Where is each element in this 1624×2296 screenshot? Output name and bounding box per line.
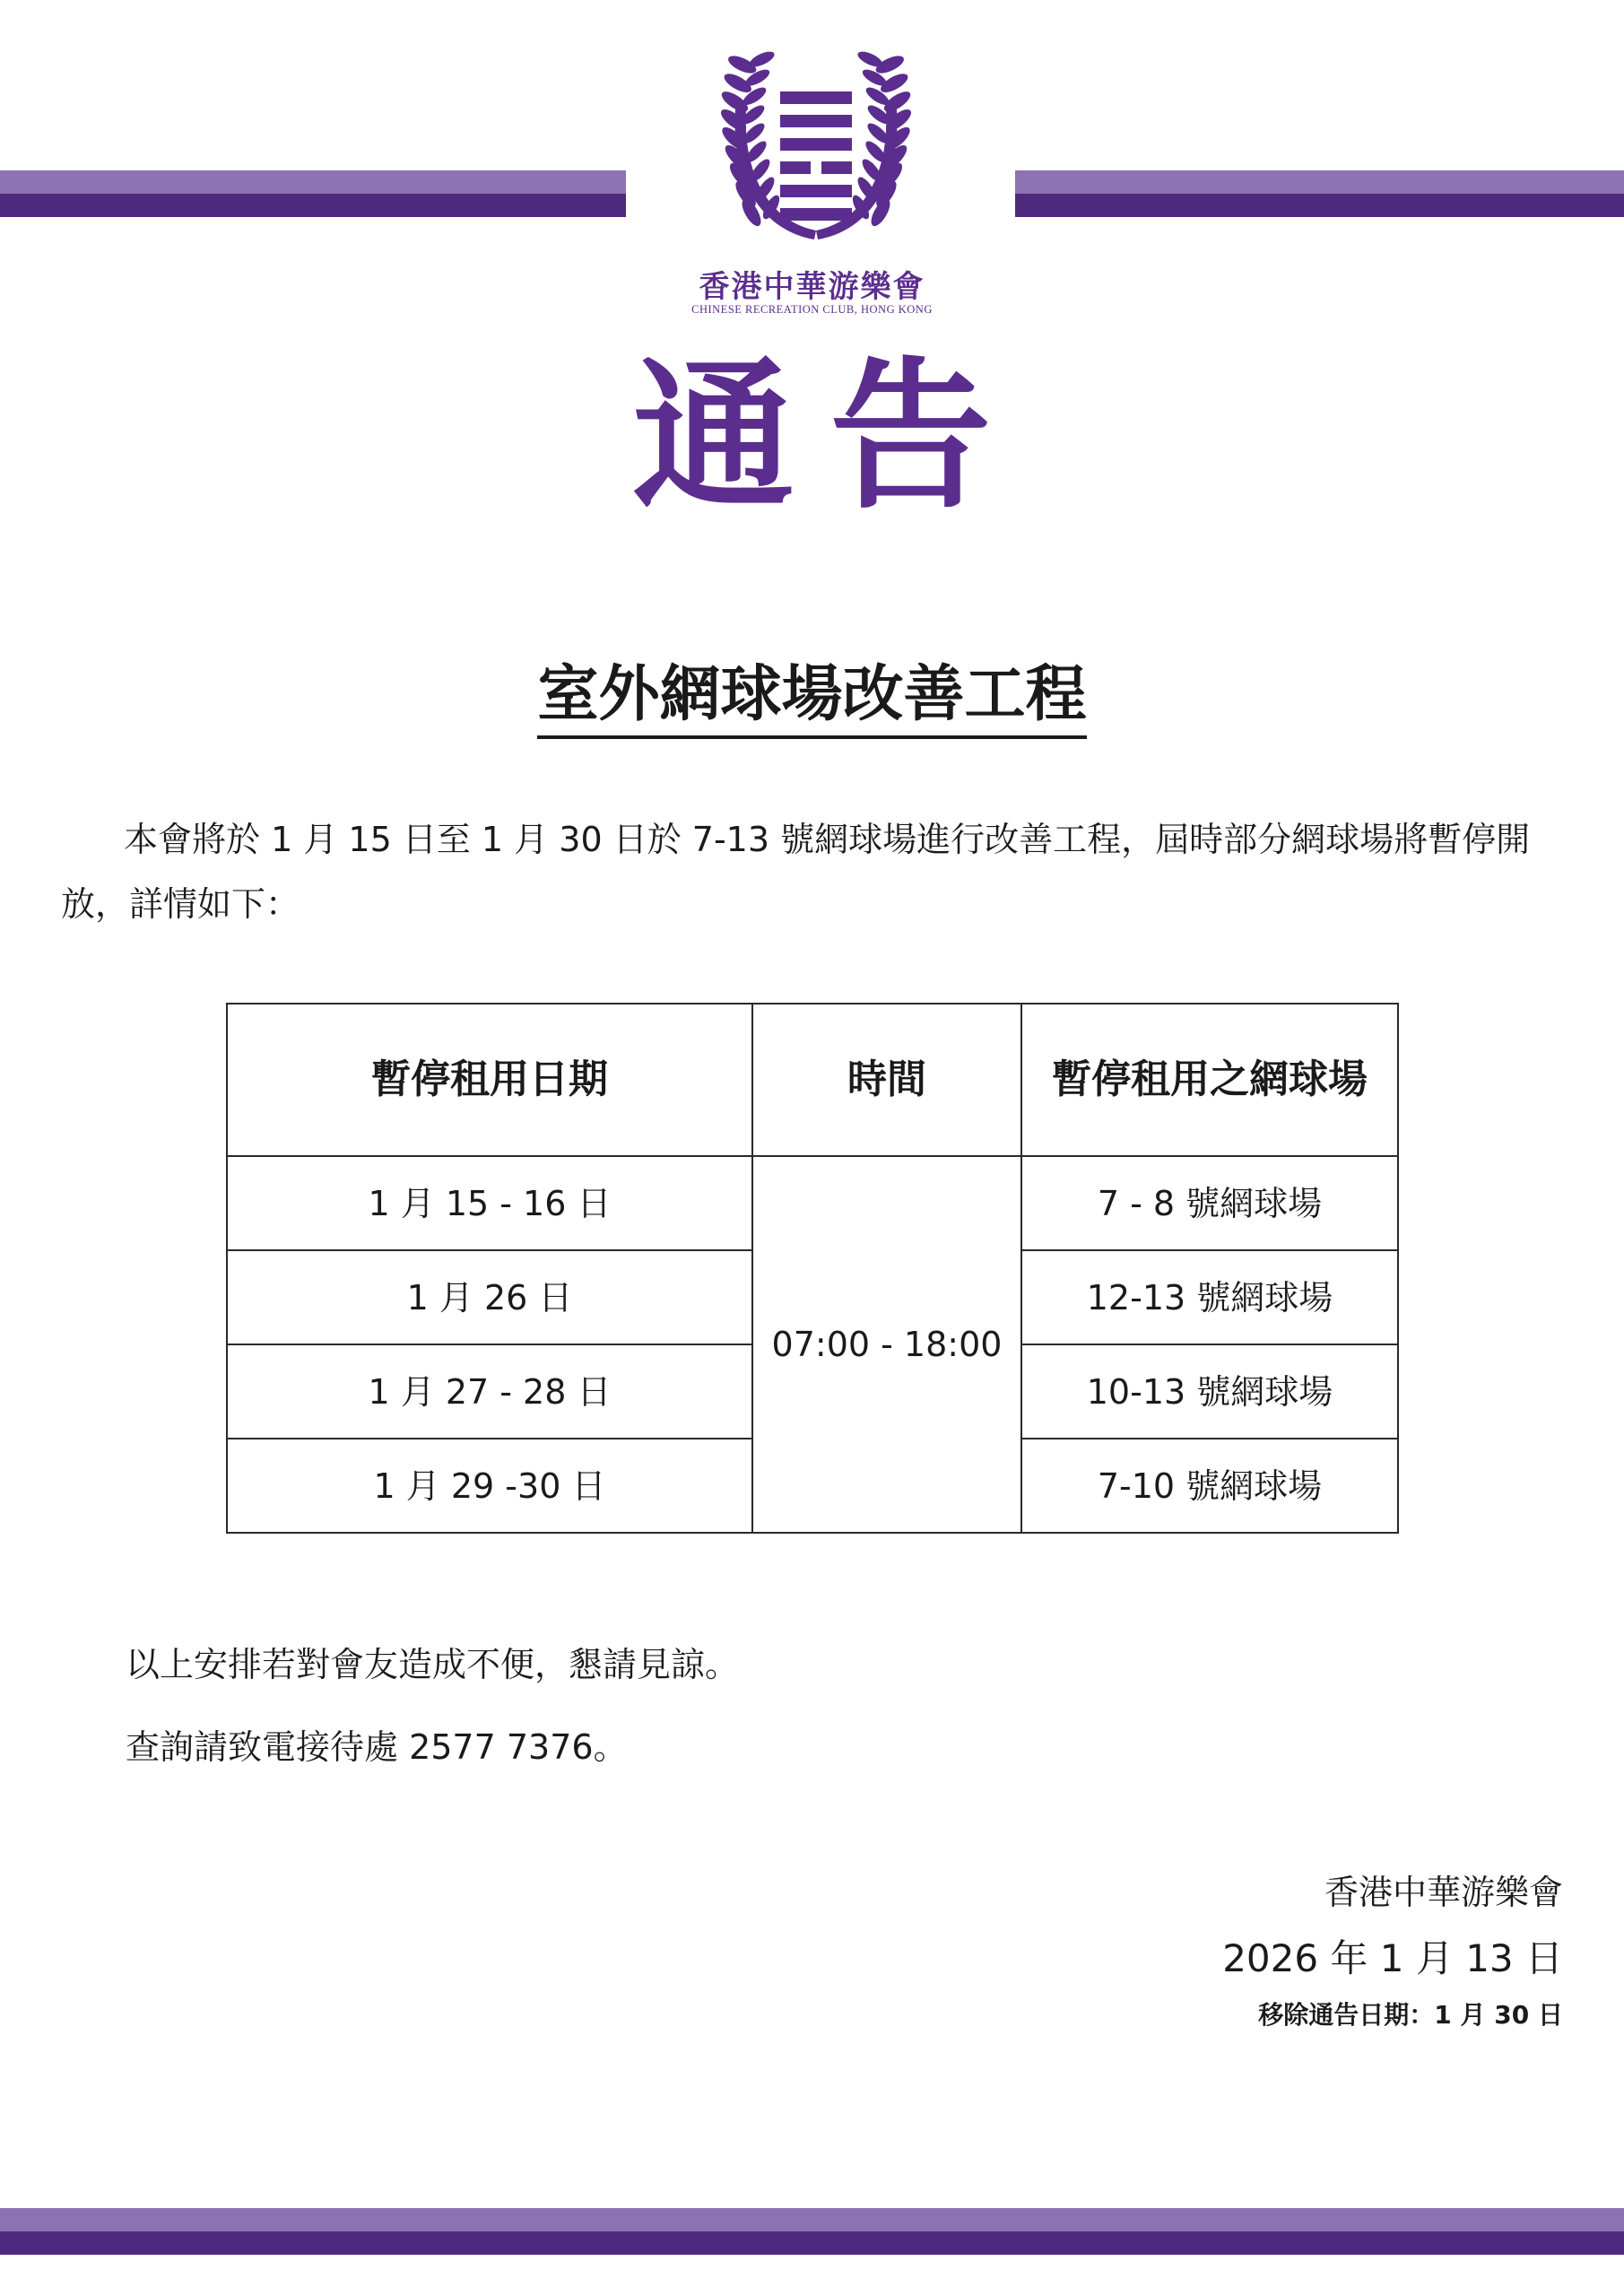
row-date: 1 月 15 - 16 日: [227, 1156, 752, 1250]
notice-heading-text: 室外網球場改善工程: [537, 659, 1086, 739]
row-courts: 12-13 號網球場: [1021, 1250, 1398, 1344]
row-courts: 7 - 8 號網球場: [1021, 1156, 1398, 1250]
intro-paragraph: [61, 807, 1559, 936]
signature-date: 2026 年 1 月 13 日: [1222, 1936, 1563, 1980]
club-name-zh: 香港中華游樂會: [699, 269, 925, 305]
removal-date: 移除通告日期：1 月 30 日: [1258, 2000, 1563, 2030]
header-date: 暫停租用日期: [227, 1004, 752, 1156]
signature-org: 香港中華游樂會: [1324, 1873, 1563, 1912]
notice-heading: [0, 655, 1624, 735]
bottom-band: [0, 2208, 1624, 2255]
row-date: 1 月 27 - 28 日: [227, 1344, 752, 1439]
schedule-table: [226, 1003, 1399, 1534]
header-courts: 暫停租用之網球場: [1021, 1004, 1398, 1156]
closing-enquiry: 查詢請致電接待處 2577 7376。: [126, 1727, 628, 1767]
row-courts: 10-13 號網球場: [1021, 1344, 1398, 1439]
row-date: 1 月 26 日: [227, 1250, 752, 1344]
header-time: 時間: [752, 1004, 1021, 1156]
top-left-band: [0, 170, 626, 217]
club-name-en: CHINESE RECREATION CLUB, HONG KONG: [691, 303, 933, 316]
trigram-icon: [780, 91, 852, 221]
table-header-row: [227, 1004, 1398, 1156]
row-date: 1 月 29 -30 日: [227, 1439, 752, 1533]
intro-text: 本會將於 1 月 15 日至 1 月 30 日於 7-13 號網球場進行改善工程，屆時部分網球場將暫停開放，詳情如下：: [61, 820, 1531, 924]
club-logo: [699, 38, 933, 253]
closing-apology: 以上安排若對會友造成不便，懇請見諒。: [126, 1645, 740, 1684]
top-right-band: [1015, 170, 1624, 217]
table-row: [227, 1156, 1398, 1250]
time-cell: 07:00 - 18:00: [752, 1156, 1021, 1533]
row-courts: 7-10 號網球場: [1021, 1439, 1398, 1533]
notice-title: 通告: [632, 344, 1028, 531]
